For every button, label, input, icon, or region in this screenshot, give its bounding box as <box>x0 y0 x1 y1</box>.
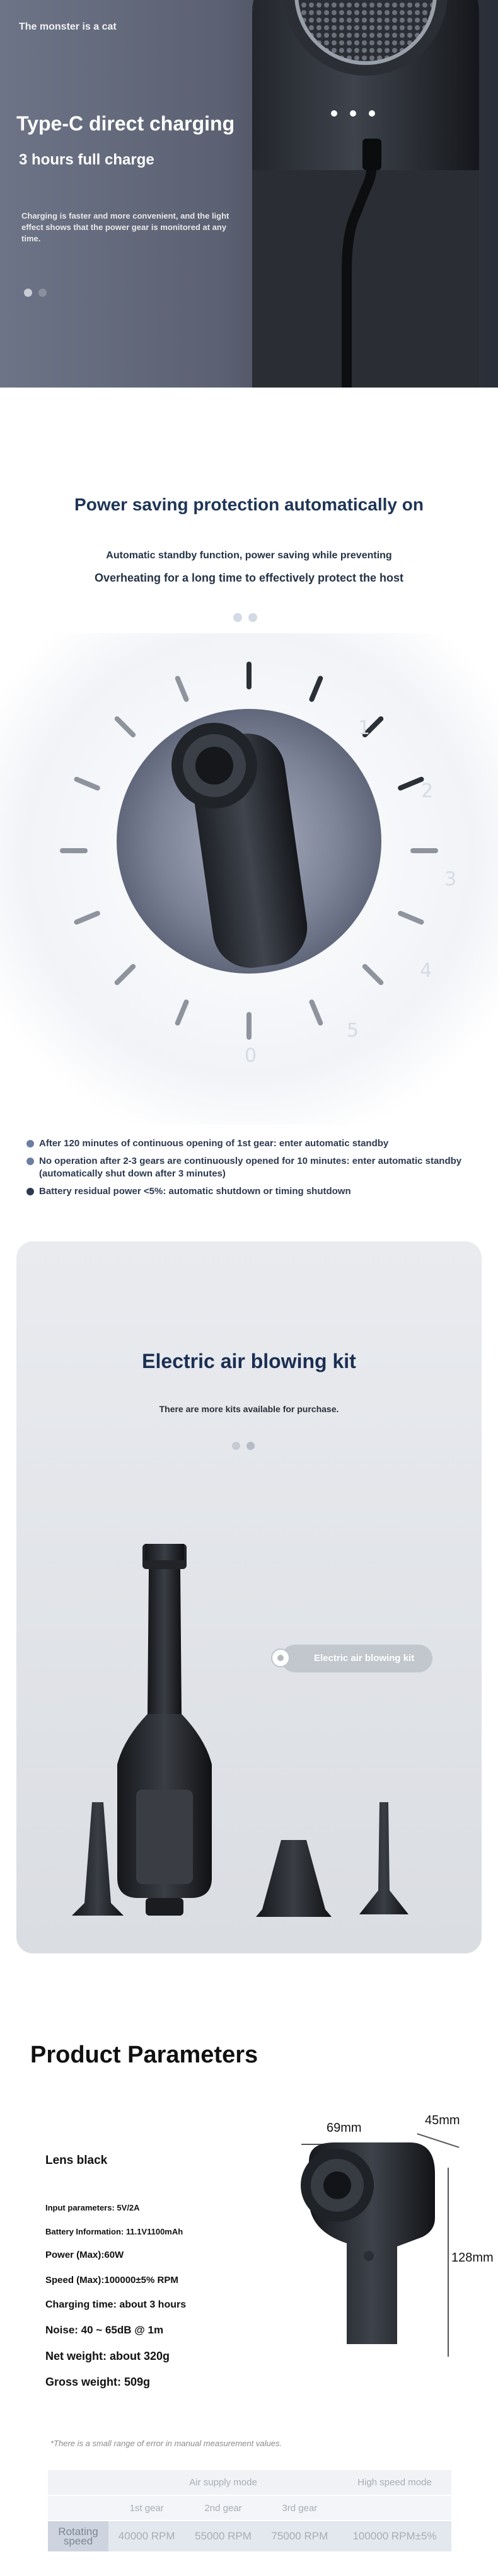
spec-item: Input parameters: 5V/2A <box>45 2203 140 2212</box>
note-item <box>25 1137 479 1150</box>
spec-item: Battery Information: 11.1V1100mAh <box>45 2227 183 2236</box>
hotspot-icon[interactable] <box>271 1648 290 1667</box>
table-row-label: Rotating speed <box>48 2521 108 2552</box>
carousel-dot-active[interactable] <box>24 289 32 297</box>
table-header-row <box>48 2495 451 2521</box>
power-saving-notes <box>25 1137 479 1200</box>
spec-item: Gross weight: 509g <box>45 2376 151 2388</box>
height-dimension: 128mm <box>451 2251 494 2265</box>
gear-dial-illustration <box>0 633 498 1125</box>
air-blowing-kit-section <box>16 1241 482 1953</box>
model-name: Lens black <box>45 2154 108 2167</box>
carousel-dots <box>233 613 257 622</box>
kit-subtitle: There are more kits available for purchase. <box>159 1404 339 1414</box>
table-cell: 75000 RPM <box>262 2521 338 2552</box>
power-saving-subtitle-2: Overheating for a long time to effectively protect the host <box>94 572 404 584</box>
spec-item: Noise: 40 ~ 65dB @ 1m <box>45 2324 164 2336</box>
note-item <box>25 1185 479 1198</box>
speed-table <box>48 2470 451 2553</box>
dial-number: 4 <box>420 960 432 982</box>
charging-section <box>0 0 498 388</box>
bullet-icon <box>26 1158 34 1165</box>
dial-number: 3 <box>444 868 457 890</box>
kit-title: Electric air blowing kit <box>142 1350 356 1372</box>
table-gear-header: 2nd gear <box>185 2495 261 2521</box>
product-parameters-section <box>0 1979 498 2576</box>
table-group-header: High speed mode <box>338 2470 451 2495</box>
spec-item: Speed (Max):100000±5% RPM <box>45 2275 178 2286</box>
dial-number: 2 <box>421 780 434 802</box>
carousel-dot[interactable] <box>248 613 257 622</box>
blower-device-image <box>240 0 498 388</box>
carousel-dots <box>24 289 47 297</box>
headline: Type-C direct charging <box>16 112 235 135</box>
dial-number: 1 <box>358 717 371 739</box>
table-cell: 40000 RPM <box>108 2521 185 2552</box>
depth-dimension: 45mm <box>425 2113 460 2127</box>
carousel-dot[interactable] <box>233 613 242 622</box>
spec-item: Net weight: about 320g <box>45 2350 170 2362</box>
table-row <box>48 2521 451 2552</box>
table-header-row <box>48 2470 451 2495</box>
table-cell: 100000 RPM±5% <box>338 2521 451 2552</box>
table-gear-header: 3rd gear <box>262 2495 338 2521</box>
dial-number: 0 <box>245 1045 257 1067</box>
width-dimension: 69mm <box>327 2121 362 2135</box>
kit-image <box>16 1449 482 1953</box>
table-group-header: Air supply mode <box>108 2470 338 2495</box>
tagline: The monster is a cat <box>19 21 117 32</box>
bullet-icon <box>26 1140 34 1147</box>
carousel-dot[interactable] <box>38 289 47 297</box>
power-saving-title: Power saving protection automatically on <box>74 495 424 514</box>
power-saving-subtitle-1: Automatic standby function, power saving while preventing <box>106 550 392 561</box>
subheadline: 3 hours full charge <box>19 151 154 168</box>
spec-item: Power (Max):60W <box>45 2250 124 2260</box>
kit-label[interactable]: Electric air blowing kit <box>281 1645 432 1672</box>
height-dimension-line <box>448 2168 449 2357</box>
spec-item: Charging time: about 3 hours <box>45 2299 187 2310</box>
note-text: No operation after 2-3 gears are continuously opened for 10 minutes: enter automatic standby (automatically shut down after 3 minutes) <box>39 1156 462 1179</box>
charging-description: Charging is faster and more convenient, and the light effect shows that the power gear is monitored at any time. <box>21 211 229 243</box>
note-text: After 120 minutes of continuous opening of 1st gear: enter automatic standby <box>39 1138 389 1149</box>
power-saving-section <box>0 388 498 1200</box>
dial-number: 5 <box>347 1020 359 1042</box>
note-text: Battery residual power <5%: automatic shutdown or timing shutdown <box>39 1186 351 1197</box>
table-cell: 55000 RPM <box>185 2521 261 2552</box>
table-gear-header: 1st gear <box>108 2495 185 2521</box>
product-image <box>284 2136 448 2344</box>
parameters-title: Product Parameters <box>30 2042 258 2068</box>
measurement-disclaimer: *There is a small range of error in manual measurement values. <box>50 2439 282 2448</box>
bullet-icon <box>26 1188 34 1195</box>
note-item <box>25 1155 479 1180</box>
